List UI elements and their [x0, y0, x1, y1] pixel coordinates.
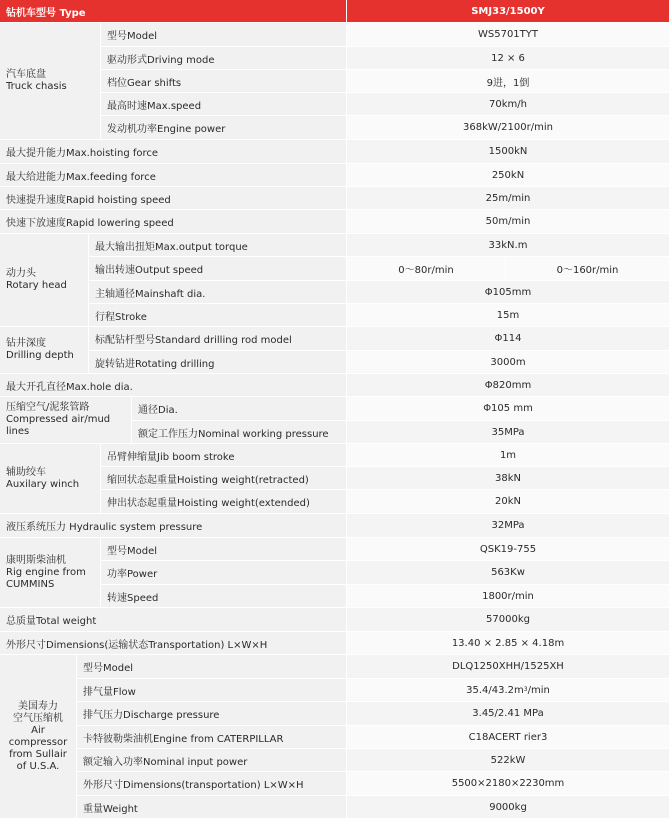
group-label-cn: 康明斯柴油机	[6, 554, 66, 566]
group-aux-winch	[0, 444, 100, 513]
row-value: QSK19-755	[347, 538, 669, 560]
header-model-value: SMJ33/1500Y	[347, 0, 669, 22]
row-label: 额定工作压力Nominal working pressure	[132, 421, 346, 443]
flow-suffix: /min	[527, 684, 550, 696]
group-compressed-air	[0, 397, 131, 443]
row-label: 旋转钻进Rotating drilling	[89, 351, 346, 373]
row-label: 缩回状态起重量Hoisting weight(retracted)	[101, 467, 346, 489]
group-label-en: Auxilary winch	[6, 478, 80, 490]
row-label: 最大给进能力Max.feeding force	[0, 164, 346, 186]
row-value: 35.4/43.2m 3 /min	[347, 679, 669, 701]
row-value-2: 0～160r/min	[506, 257, 669, 280]
group-rig-engine	[0, 538, 100, 607]
row-label: 外形尺寸Dimensions(运输状态Transportation) L×W×H	[0, 632, 346, 654]
row-value: 1m	[347, 444, 669, 466]
row-label: 快速下放速度Rapid lowering speed	[0, 210, 346, 233]
row-value: 70km/h	[347, 93, 669, 115]
row-label: 吊臂伸缩量Jib boom stroke	[101, 444, 346, 466]
row-label: 排气量Flow	[77, 679, 346, 701]
flow-value: 35.4/43.2m	[466, 684, 524, 696]
group-label-cn: 动力头	[6, 268, 36, 279]
row-label: 最高时速Max.speed	[101, 93, 346, 115]
row-value: C18ACERT rier3	[347, 726, 669, 748]
row-label: 发动机功率Engine power	[101, 116, 346, 139]
row-value: Φ105mm	[347, 281, 669, 303]
row-value: 5500×2180×2230mm	[347, 772, 669, 795]
group-label-cn: 辅助绞车	[6, 466, 46, 478]
row-label: 最大提升能力Max.hoisting force	[0, 140, 346, 163]
row-value: 3.45/2.41 MPa	[347, 702, 669, 725]
header-type-label: 钻机车型号 Type	[0, 0, 346, 22]
group-label-cn: 压缩空气/泥浆管路	[6, 402, 90, 413]
row-label: 驱动形式Driving mode	[101, 47, 346, 69]
row-label: 型号Model	[101, 23, 346, 46]
row-value: 13.40 × 2.85 × 4.18m	[347, 632, 669, 654]
row-label: 最大开孔直径Max.hole dia.	[0, 374, 346, 396]
row-value: Φ114	[347, 327, 669, 350]
row-value: 38kN	[347, 467, 669, 489]
row-label: 型号Model	[101, 538, 346, 560]
row-value: 1500kN	[347, 140, 669, 163]
group-truck-chasis	[0, 23, 100, 139]
row-value: Φ105 mm	[347, 397, 669, 420]
row-value: 57000kg	[347, 608, 669, 631]
row-value-1: 0～80r/min	[347, 257, 505, 280]
group-label-en: Compressed air/mud lines	[6, 414, 111, 437]
row-label: 液压系统压力 Hydraulic system pressure	[0, 514, 346, 537]
row-label: 型号Model	[77, 655, 346, 678]
row-value: 32MPa	[347, 514, 669, 537]
row-label: 通径Dia.	[132, 397, 346, 420]
group-label-cn: 钻井深度	[6, 338, 46, 349]
row-label: 行程Stroke	[89, 304, 346, 326]
row-value: 20kN	[347, 490, 669, 513]
row-value: 15m	[347, 304, 669, 326]
row-value: 50m/min	[347, 210, 669, 233]
group-label-cn: 汽车底盘	[6, 69, 46, 80]
row-value: 563Kw	[347, 561, 669, 584]
group-label-line-3: Air	[31, 724, 45, 736]
group-rotary-head	[0, 234, 88, 326]
row-label: 重量Weight	[77, 796, 346, 818]
row-label: 总质量Total weight	[0, 608, 346, 631]
row-value: 3000m	[347, 351, 669, 373]
row-label: 最大输出扭矩Max.output torque	[89, 234, 346, 256]
row-value: WS5701TYT	[347, 23, 669, 46]
row-value: 9进，1倒	[347, 70, 669, 92]
row-label: 排气压力Discharge pressure	[77, 702, 346, 725]
group-air-compressor	[0, 655, 76, 818]
row-label: 输出转速Output speed	[89, 257, 346, 280]
row-value: Φ820mm	[347, 374, 669, 396]
row-value: DLQ1250XHH/1525XH	[347, 655, 669, 678]
row-label: 功率Power	[101, 561, 346, 584]
row-label: 标配钻杆型号Standard drilling rod model	[89, 327, 346, 350]
group-label-en: Rotary head	[6, 280, 67, 291]
group-label-line-4: compressor	[8, 736, 68, 748]
row-value: 25m/min	[347, 187, 669, 209]
row-label: 额定输入功率Nominal input power	[77, 749, 346, 771]
group-label-line-5: from Sullair	[9, 748, 67, 760]
group-drilling-depth	[0, 327, 88, 373]
row-value: 33kN.m	[347, 234, 669, 256]
row-value: 35MPa	[347, 421, 669, 443]
group-label-en: Drilling depth	[6, 350, 74, 361]
row-label: 伸出状态起重量Hoisting weight(extended)	[101, 490, 346, 513]
row-value: 1800r/min	[347, 585, 669, 607]
row-value: 368kW/2100r/min	[347, 116, 669, 139]
row-label: 快速提升速度Rapid hoisting speed	[0, 187, 346, 209]
row-label: 转速Speed	[101, 585, 346, 607]
group-label-line-2: 空气压缩机	[13, 712, 63, 724]
row-label: 卡特彼勒柴油机Engine from CATERPILLAR	[77, 726, 346, 748]
row-label: 主轴通径Mainshaft dia.	[89, 281, 346, 303]
group-label-en-1: Rig engine from	[6, 566, 86, 578]
row-value: 9000kg	[347, 796, 669, 818]
group-label-line-1: 美国寿力	[18, 700, 58, 712]
row-value: 522kW	[347, 749, 669, 771]
group-label-en-2: CUMMINS	[6, 578, 55, 590]
group-label-line-6: of U.S.A.	[16, 760, 60, 772]
row-label: 档位Gear shifts	[101, 70, 346, 92]
row-value: 250kN	[347, 164, 669, 186]
group-label-en: Truck chasis	[6, 81, 67, 92]
row-value: 12 × 6	[347, 47, 669, 69]
row-label: 外形尺寸Dimensions(transportation) L×W×H	[77, 772, 346, 795]
